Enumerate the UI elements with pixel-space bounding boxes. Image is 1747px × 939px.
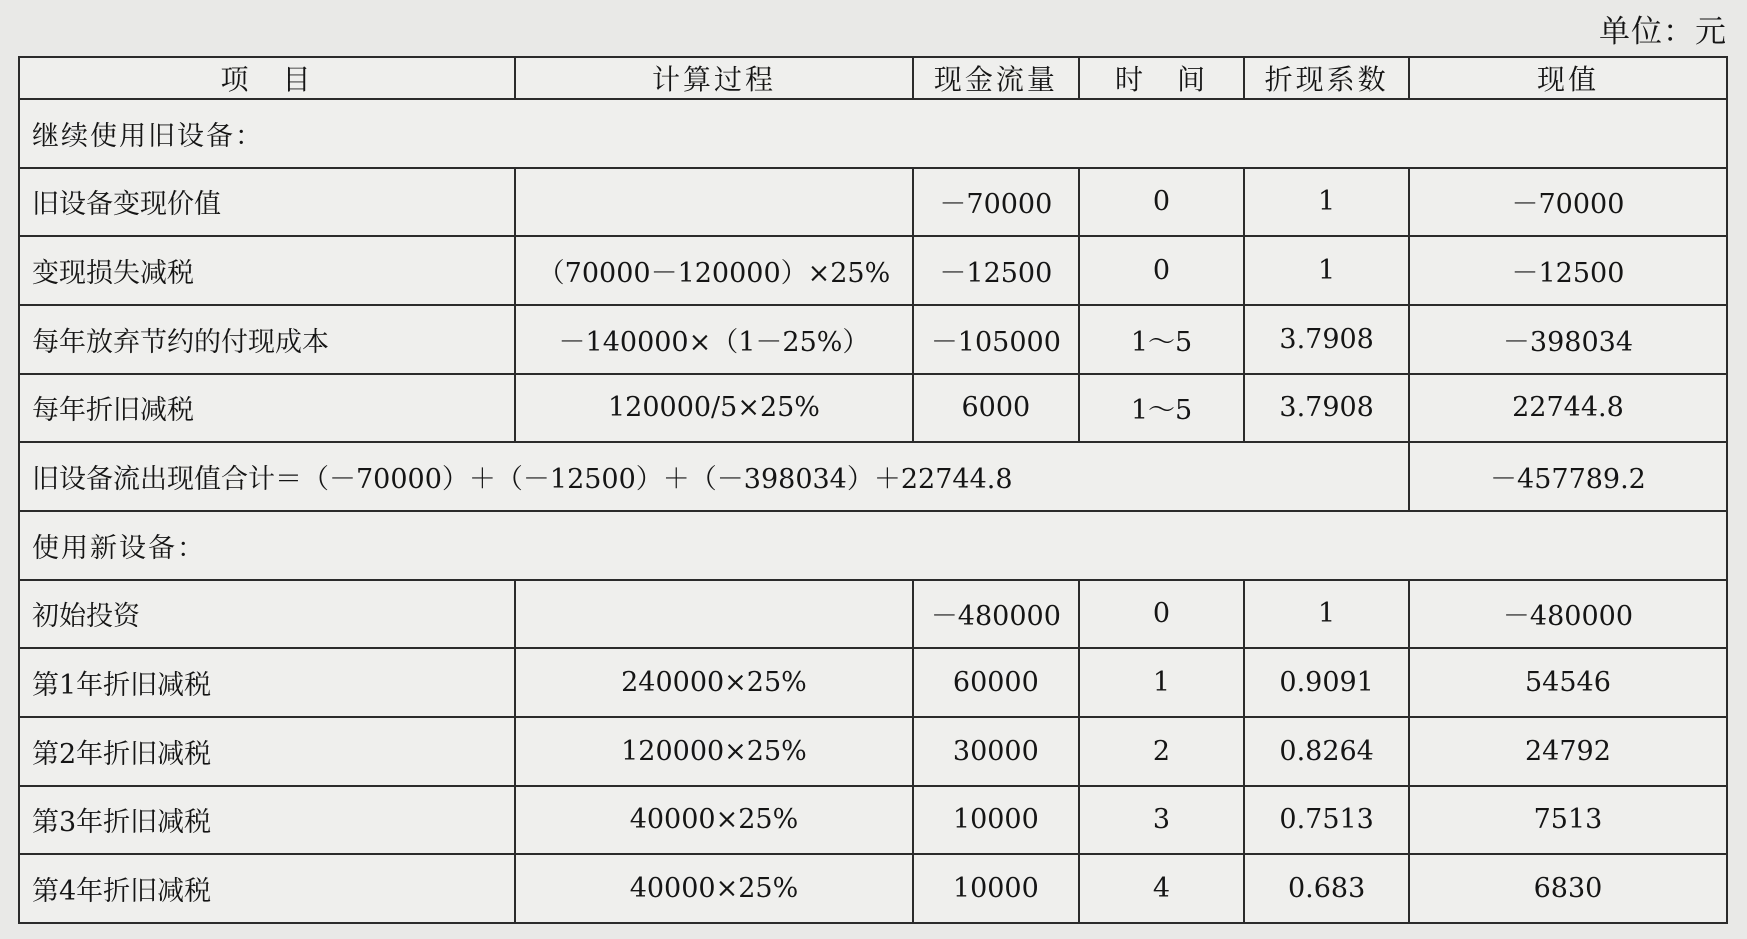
cell-calc: 240000×25% (515, 648, 913, 717)
cell-calc (515, 168, 913, 237)
cell-item: 每年折旧减税 (19, 374, 515, 443)
cell-factor: 1 (1244, 236, 1409, 305)
cell-pv: －70000 (1409, 168, 1727, 237)
table-row (19, 580, 1727, 649)
cell-cash: －480000 (913, 580, 1079, 649)
header-discount-factor: 折现系数 (1244, 57, 1409, 99)
cell-time: 2 (1079, 717, 1245, 786)
cell-item: 第3年折旧减税 (19, 786, 515, 855)
table-row (19, 374, 1727, 443)
table-row (19, 648, 1727, 717)
cell-factor: 0.683 (1244, 854, 1409, 923)
cell-time: 1～5 (1079, 374, 1245, 443)
total-formula: 旧设备流出现值合计＝（－70000）＋（－12500）＋（－398034）＋22744.8 (19, 442, 1409, 511)
table-row (19, 236, 1727, 305)
cell-calc: －140000×（1－25%） (515, 305, 913, 374)
cell-factor: 0.8264 (1244, 717, 1409, 786)
unit-label: 单位：元 (1599, 14, 1727, 50)
cell-pv: 22744.8 (1409, 374, 1727, 443)
cell-item: 第4年折旧减税 (19, 854, 515, 923)
table-row (19, 168, 1727, 237)
section-row-old (19, 99, 1727, 168)
cell-item: 旧设备变现价值 (19, 168, 515, 237)
cell-cash: 30000 (913, 717, 1079, 786)
cell-time: 0 (1079, 236, 1245, 305)
cell-cash: 6000 (913, 374, 1079, 443)
cell-calc: 40000×25% (515, 786, 913, 855)
total-pv: －457789.2 (1409, 442, 1727, 511)
cell-cash: －105000 (913, 305, 1079, 374)
table-header-row (19, 57, 1727, 99)
cell-pv: －398034 (1409, 305, 1727, 374)
cell-calc: （70000－120000）×25% (515, 236, 913, 305)
cell-time: 4 (1079, 854, 1245, 923)
cell-time: 0 (1079, 168, 1245, 237)
cell-calc: 40000×25% (515, 854, 913, 923)
cell-factor: 3.7908 (1244, 374, 1409, 443)
cell-cash: 10000 (913, 854, 1079, 923)
cell-time: 1～5 (1079, 305, 1245, 374)
cell-factor: 0.9091 (1244, 648, 1409, 717)
cell-factor: 3.7908 (1244, 305, 1409, 374)
cell-factor: 0.7513 (1244, 786, 1409, 855)
cash-flow-table (18, 56, 1728, 924)
cell-pv: 7513 (1409, 786, 1727, 855)
total-row-old (19, 442, 1727, 511)
table-row (19, 717, 1727, 786)
cell-item: 变现损失减税 (19, 236, 515, 305)
cell-item: 每年放弃节约的付现成本 (19, 305, 515, 374)
header-time: 时 间 (1079, 57, 1245, 99)
cell-calc (515, 580, 913, 649)
cell-pv: 6830 (1409, 854, 1727, 923)
cell-pv: －480000 (1409, 580, 1727, 649)
header-present-value: 现值 (1409, 57, 1727, 99)
table-row (19, 786, 1727, 855)
cell-pv: 54546 (1409, 648, 1727, 717)
cell-time: 0 (1079, 580, 1245, 649)
header-calculation: 计算过程 (515, 57, 913, 99)
cell-calc: 120000×25% (515, 717, 913, 786)
cell-pv: －12500 (1409, 236, 1727, 305)
cell-calc: 120000/5×25% (515, 374, 913, 443)
section-row-new (19, 511, 1727, 580)
table-row (19, 854, 1727, 923)
table-row (19, 305, 1727, 374)
cell-pv: 24792 (1409, 717, 1727, 786)
cell-item: 初始投资 (19, 580, 515, 649)
cell-cash: －12500 (913, 236, 1079, 305)
header-cash-flow: 现金流量 (913, 57, 1079, 99)
section-title-new: 使用新设备： (19, 511, 1727, 580)
cell-time: 3 (1079, 786, 1245, 855)
cell-cash: －70000 (913, 168, 1079, 237)
cell-item: 第2年折旧减税 (19, 717, 515, 786)
header-item: 项 目 (19, 57, 515, 99)
cell-factor: 1 (1244, 580, 1409, 649)
cell-time: 1 (1079, 648, 1245, 717)
cell-cash: 60000 (913, 648, 1079, 717)
cell-item: 第1年折旧减税 (19, 648, 515, 717)
cell-cash: 10000 (913, 786, 1079, 855)
section-title-old: 继续使用旧设备： (19, 99, 1727, 168)
cell-factor: 1 (1244, 168, 1409, 237)
